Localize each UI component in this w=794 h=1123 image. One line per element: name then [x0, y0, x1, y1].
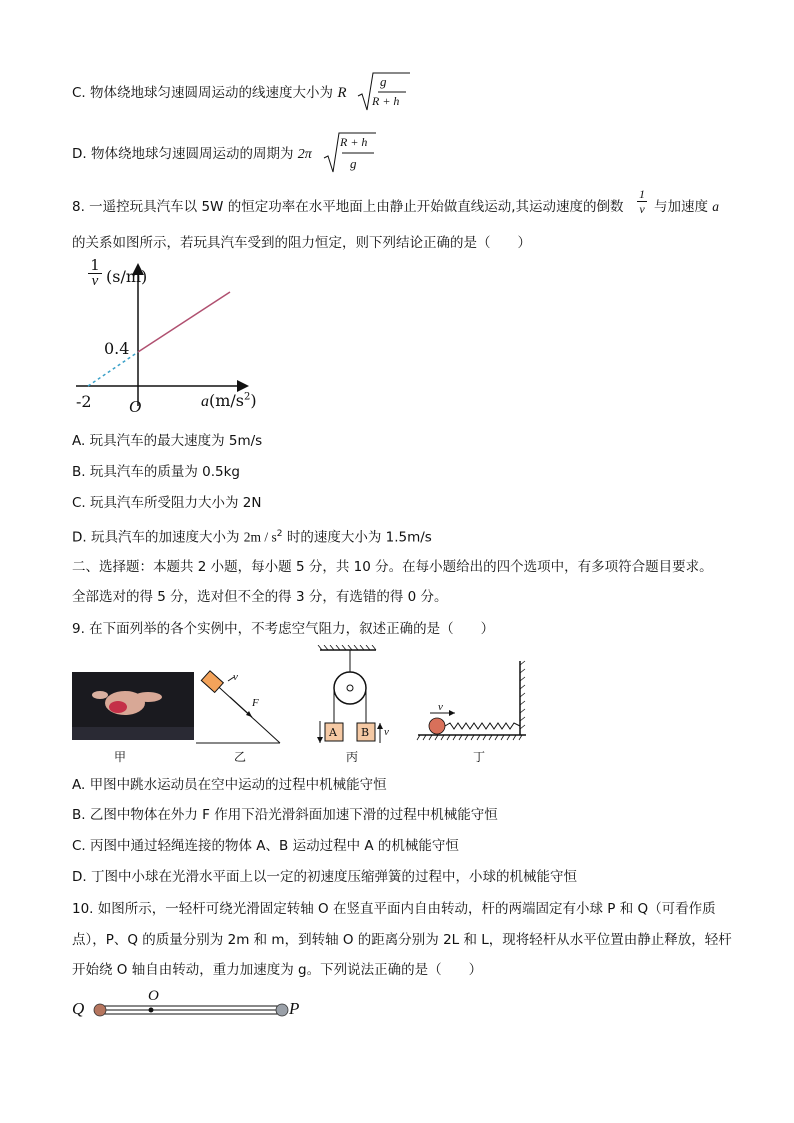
- q8-option-d-text-b: 时的速度大小为 1.5m/s: [286, 529, 432, 546]
- q10-label-p: P: [289, 999, 300, 1018]
- q8-stem-var-a: a: [712, 199, 720, 214]
- q10-label-o: O: [148, 988, 159, 1004]
- q8-stem-line1-tail: [654, 198, 719, 216]
- q7-option-d-denominator: g: [350, 156, 357, 171]
- q8-y-label-num: 1: [88, 258, 102, 274]
- q9-fig-yi-F-label: F: [252, 697, 259, 709]
- q9-option-c: C. 丙图中通过轻绳连接的物体 A、B 运动过程中 A 的机械能守恒: [72, 838, 459, 854]
- q10-stem-line1: 10. 如图所示，一轻杆可绕光滑固定转轴 O 在竖直平面内自由转动，杆的两端固定有小球 P 和 Q（可看作质: [72, 901, 716, 917]
- q7-option-c: [72, 84, 346, 102]
- q8-option-b: B. 玩具汽车的质量为 0.5kg: [72, 464, 240, 480]
- q8-y-label-frac: [88, 258, 102, 289]
- q10-pivot-o: [149, 1008, 154, 1013]
- q8-option-c: C. 玩具汽车所受阻力大小为 2N: [72, 495, 262, 511]
- q9-option-d: D. 丁图中小球在光滑水平面上以一定的初速度压缩弹簧的过程中，小球的机械能守恒: [72, 869, 577, 885]
- q10-label-q: Q: [72, 999, 85, 1018]
- section2-instructions-line2: 全部选对的得 5 分，选对但不全的得 3 分，有选错的得 0 分。: [72, 589, 448, 605]
- q7-option-d-text: D. 物体绕地球匀速圆周运动的周期为: [72, 146, 294, 162]
- q9-option-b: B. 乙图中物体在外力 F 作用下沿光滑斜面加速下滑的过程中机械能守恒: [72, 807, 498, 823]
- q9-fig-ding-v-label: v: [438, 701, 443, 713]
- q10-stem-line2: 点），P、Q 的质量分别为 2m 和 m，到转轴 O 的距离分别为 2L 和 L，现将轻杆从水平位置由静止释放，轻杆: [72, 932, 732, 948]
- q9-fig-bing-v-label: v: [384, 726, 389, 738]
- q8-tick-x: -2: [76, 392, 92, 411]
- q9-fig-bing-A-label: A: [329, 726, 337, 739]
- q8-stem-text-b: 与加速度: [654, 199, 708, 215]
- q8-data-line: [138, 292, 230, 352]
- section2-instructions-line1: 二、选择题：本题共 2 小题，每小题 5 分，共 10 分。在每小题给出的四个选项中，有多项符合题目要求。: [72, 559, 713, 575]
- q7-option-d-numerator: R + h: [340, 135, 368, 149]
- q8-option-d-sup: 2: [276, 529, 283, 539]
- q9-fig-ding-spring: [417, 661, 526, 740]
- q8-stem-frac-den: v: [639, 202, 645, 216]
- q8-stem-text-a: 8. 一遥控玩具汽车以 5W 的恒定功率在水平地面上由静止开始做直线运动,其运动速度的倒数: [72, 199, 624, 215]
- q9-option-a: A. 甲图中跳水运动员在空中运动的过程中机械能守恒: [72, 777, 387, 793]
- q8-stem-frac-num: 1: [639, 187, 645, 201]
- q8-x-label: [201, 391, 257, 411]
- q9-stem: 9. 在下面列举的各个实例中，不考虑空气阻力，叙述正确的是（ ）: [72, 621, 495, 637]
- q10-ball-p: [276, 1004, 288, 1016]
- q9-fig-label-yi: 乙: [234, 750, 247, 764]
- q8-x-label-unit: (m/s: [209, 391, 245, 410]
- q10-rod-figure: [90, 1000, 290, 1020]
- q9-fig-jia-photo: [72, 672, 194, 740]
- q10-stem-line3: 开始绕 O 轴自由转动，重力加速度为 g。下列说法正确的是（ ）: [72, 962, 483, 978]
- q8-tick-y: 0.4: [104, 339, 130, 358]
- q7-option-c-numerator: g: [380, 74, 387, 89]
- q7-option-c-text: C. 物体绕地球匀速圆周运动的线速度大小为: [72, 85, 334, 101]
- q9-fig-yi-incline: [196, 671, 280, 743]
- q8-y-label-unit: (s/m): [106, 267, 148, 286]
- q8-x-label-sup: 2: [244, 391, 251, 403]
- q9-figures: [70, 645, 540, 770]
- q8-option-d: [72, 525, 432, 547]
- q9-fig-label-bing: 丙: [346, 750, 359, 764]
- q8-option-d-text-a: D. 玩具汽车的加速度大小为: [72, 529, 240, 546]
- q7-option-c-denominator: R + h: [372, 94, 400, 108]
- q8-option-a: A. 玩具汽车的最大速度为 5m/s: [72, 433, 263, 449]
- q7-option-d: [72, 145, 312, 164]
- q8-stem-line1: [72, 198, 623, 216]
- q8-option-d-value: 2m / s: [243, 529, 277, 545]
- q8-stem-line2: 的关系如图所示，若玩具汽车受到的阻力恒定，则下列结论正确的是（ ）: [72, 235, 531, 251]
- q7-option-c-R: R: [337, 85, 347, 101]
- q8-origin-label: O: [129, 397, 142, 416]
- q8-stem-fraction: [637, 187, 647, 216]
- q10-ball-q: [94, 1004, 106, 1016]
- q9-fig-bing-pulley: [317, 645, 383, 743]
- q8-x-label-close: ): [250, 391, 257, 410]
- q9-fig-yi-v-label: v: [233, 671, 238, 683]
- q8-y-label-den: v: [91, 273, 99, 289]
- q7-option-d-2pi: 2π: [297, 147, 312, 162]
- q9-fig-bing-B-label: B: [361, 726, 370, 739]
- q9-fig-label-ding: 丁: [473, 750, 486, 764]
- q8-x-label-var: a: [201, 393, 209, 410]
- q9-fig-label-jia: 甲: [114, 750, 127, 764]
